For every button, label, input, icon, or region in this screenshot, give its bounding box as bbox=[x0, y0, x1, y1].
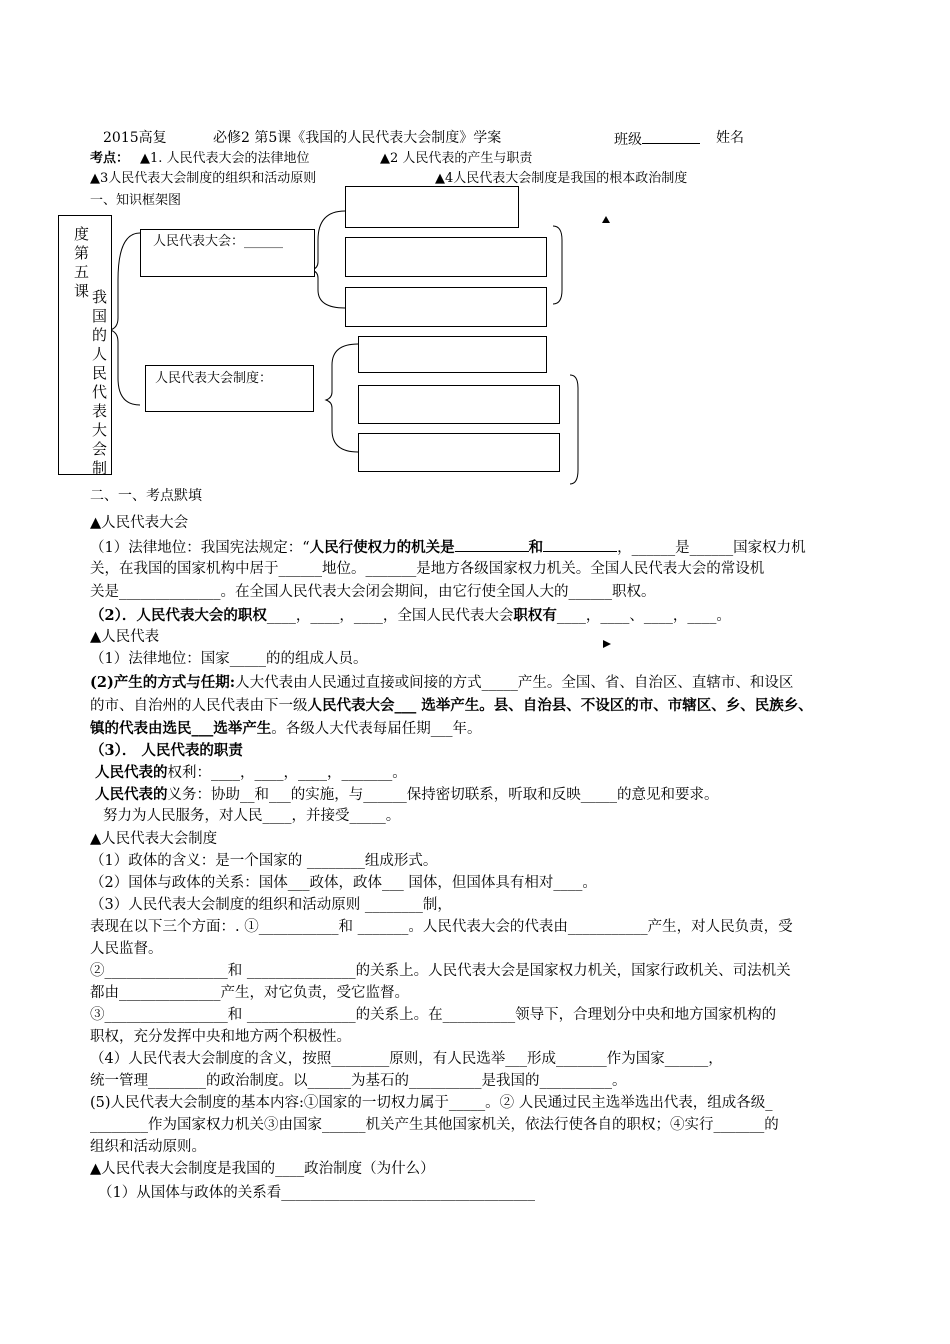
class-label: 班级 bbox=[614, 132, 642, 148]
npc-legal-status-line bbox=[90, 537, 890, 558]
blank[interactable] bbox=[543, 537, 617, 552]
system-line-13: ________作为国家权力机关③由国家______机关产生其他国家机关，依法行使各自的职权；④实行_______的 bbox=[90, 1117, 779, 1133]
npc-line-3: 关是______________。在全国人民代表大会闭会期间，由它行使全国人大的______职权。 bbox=[90, 584, 656, 600]
kaodian-point-3: ▲3人民代表大会制度的组织和活动原则 bbox=[90, 171, 317, 186]
framework-box-system-2[interactable] bbox=[358, 385, 560, 424]
system-line-8: ③_________________和 _______________的关系上。在__________领导下，合理划分中央和地方国家机构的 bbox=[90, 1007, 777, 1023]
system-line-12: (5)人民代表大会制度的基本内容:①国家的一切权力属于_____。② 人民通过民主选举选出代表，组成各级_ bbox=[90, 1095, 773, 1111]
line-text-bold: 镇的代表由选民 bbox=[90, 720, 192, 737]
line-text-bold: 人民代表大会___ 选举产生。县、自治县、不设区的市、市辖区、乡、民族乡、 bbox=[307, 697, 813, 714]
system-line-7: 都由______________产生，对它负责，受它监督。 bbox=[90, 985, 409, 1001]
kaodian-point-4: ▲4人民代表大会制度是我国的根本政治制度 bbox=[435, 171, 688, 186]
line-text-bold: 人民代表的 bbox=[95, 764, 168, 781]
npc-line-2: 关，在我国的国家机构中居于______地位。_______是地方各级国家权力机关。全国人民代表大会的常设机 bbox=[90, 561, 765, 577]
system-line-4: 表现在以下三个方面：. ①___________和 _______。人民代表大会的代表由___________产生，对人民负责，受 bbox=[90, 919, 793, 935]
blank[interactable] bbox=[455, 537, 529, 552]
name-label: 姓名 bbox=[716, 130, 744, 146]
line-text: （1）法律地位：我国宪法规定：“ bbox=[90, 540, 310, 556]
kaodian-point-1: ▲1. 人民代表大会的法律地位 bbox=[140, 151, 310, 166]
system-heading: ▲人民代表大会制度 bbox=[90, 831, 218, 847]
system-line-2: （2）国体与政体的关系：国体___政体，政体___ 国体，但国体具有相对____。 bbox=[90, 875, 597, 891]
line-text-bold: 人民代表大会的职权 bbox=[136, 607, 267, 624]
system-line-14: 组织和活动原则。 bbox=[90, 1139, 206, 1155]
system-line-6: ②_________________和 _______________的关系上。人民代表大会是国家权力机关，国家行政机关、司法机关 bbox=[90, 963, 791, 979]
kaodian-label: 考点： bbox=[90, 151, 130, 166]
system-line-10: （4）人民代表大会制度的含义，按照________原则，有人民选举___形成_______作为国家______， bbox=[90, 1051, 723, 1067]
rep-line-2 bbox=[90, 673, 890, 693]
line-text-bold: (2)产生的方式与任期: bbox=[90, 674, 236, 691]
rep-line-serve: 努力为人民服务，对人民____，并接受_____。 bbox=[103, 808, 401, 824]
line-text-bold: ___选举产生 bbox=[191, 720, 272, 737]
line-text: 的市、自治州的人民代表由下一级 bbox=[90, 698, 308, 714]
rep-line-3 bbox=[90, 696, 890, 716]
framework-box-npc-1[interactable] bbox=[345, 237, 547, 277]
line-text: 人大代表由人民通过直接或间接的方式_____产生。全国、省、自治区、直辖市、和设区 bbox=[235, 675, 794, 691]
line-text: ____，____、____，____。 bbox=[556, 608, 731, 624]
line-text-bold: 职权有 bbox=[513, 607, 557, 624]
npc-powers-line bbox=[90, 606, 890, 626]
system-line-1: （1）政体的含义：是一个国家的 ________组成形式。 bbox=[90, 853, 438, 869]
line-text: ，______是______国家权力机 bbox=[617, 540, 806, 556]
line-text: 权利：____，____，____，_______。 bbox=[167, 765, 407, 781]
system-line-9: 职权，充分发挥中央和地方两个积极性。 bbox=[90, 1029, 351, 1045]
page-title: 必修2 第5课《我国的人民代表大会制度》学案 bbox=[213, 130, 502, 146]
lesson-title-col2: 我国的人民代表大会制 bbox=[91, 288, 107, 477]
framework-npc-label: 人民代表大会：______ bbox=[153, 234, 284, 249]
rep-heading: ▲人民代表 bbox=[90, 629, 160, 645]
framework-box-top[interactable] bbox=[345, 186, 519, 228]
root-system-line-1: （1）从国体与政体的关系看___________________________________ bbox=[98, 1185, 535, 1201]
section2-heading: 二、一、考点默填 bbox=[90, 488, 202, 504]
header-year: 2015高复 bbox=[103, 130, 167, 146]
line-text-bold: 人民行使权力的机关是 bbox=[309, 539, 455, 556]
framework-system-label: 人民代表大会制度： bbox=[155, 371, 273, 386]
npc-heading: ▲人民代表大会 bbox=[90, 515, 189, 531]
framework-box-system-1[interactable] bbox=[358, 336, 547, 373]
rep-line-4 bbox=[90, 719, 890, 739]
line-text: 。各级人大代表每届任期___年。 bbox=[271, 721, 482, 737]
line-text-bold: 和 bbox=[528, 539, 544, 556]
lesson-title-col1: 度第五课 bbox=[73, 225, 89, 300]
framework-box-npc-2[interactable] bbox=[345, 287, 547, 327]
rep-line-1: （1）法律地位：国家_____的的组成人员。 bbox=[90, 651, 368, 667]
rep-obligations-line bbox=[95, 785, 895, 805]
system-line-3: （3）人民代表大会制度的组织和活动原则 ________制， bbox=[90, 897, 452, 913]
system-line-11: 统一管理________的政治制度。以______为基石的__________是我国的__________。 bbox=[90, 1073, 627, 1089]
rep-rights-line bbox=[95, 763, 895, 783]
line-text-bold: （2）． bbox=[90, 607, 137, 624]
framework-heading: 一、知识框架图 bbox=[90, 193, 182, 208]
line-text: ____，____，____，全国人民代表大会 bbox=[266, 608, 514, 624]
rep-duties-heading: （3）． 人民代表的职责 bbox=[90, 742, 243, 759]
framework-box-system-3[interactable] bbox=[358, 433, 560, 472]
kaodian-point-2: ▲2 人民代表的产生与职责 bbox=[380, 151, 533, 166]
root-system-heading: ▲人民代表大会制度是我国的____政治制度（为什么） bbox=[90, 1161, 435, 1177]
line-text: 义务：协助__和___的实施，与______保持密切联系，听取和反映_____的意见和要求。 bbox=[167, 787, 719, 803]
line-text-bold: 人民代表的 bbox=[95, 786, 168, 803]
system-line-5: 人民监督。 bbox=[90, 941, 163, 957]
